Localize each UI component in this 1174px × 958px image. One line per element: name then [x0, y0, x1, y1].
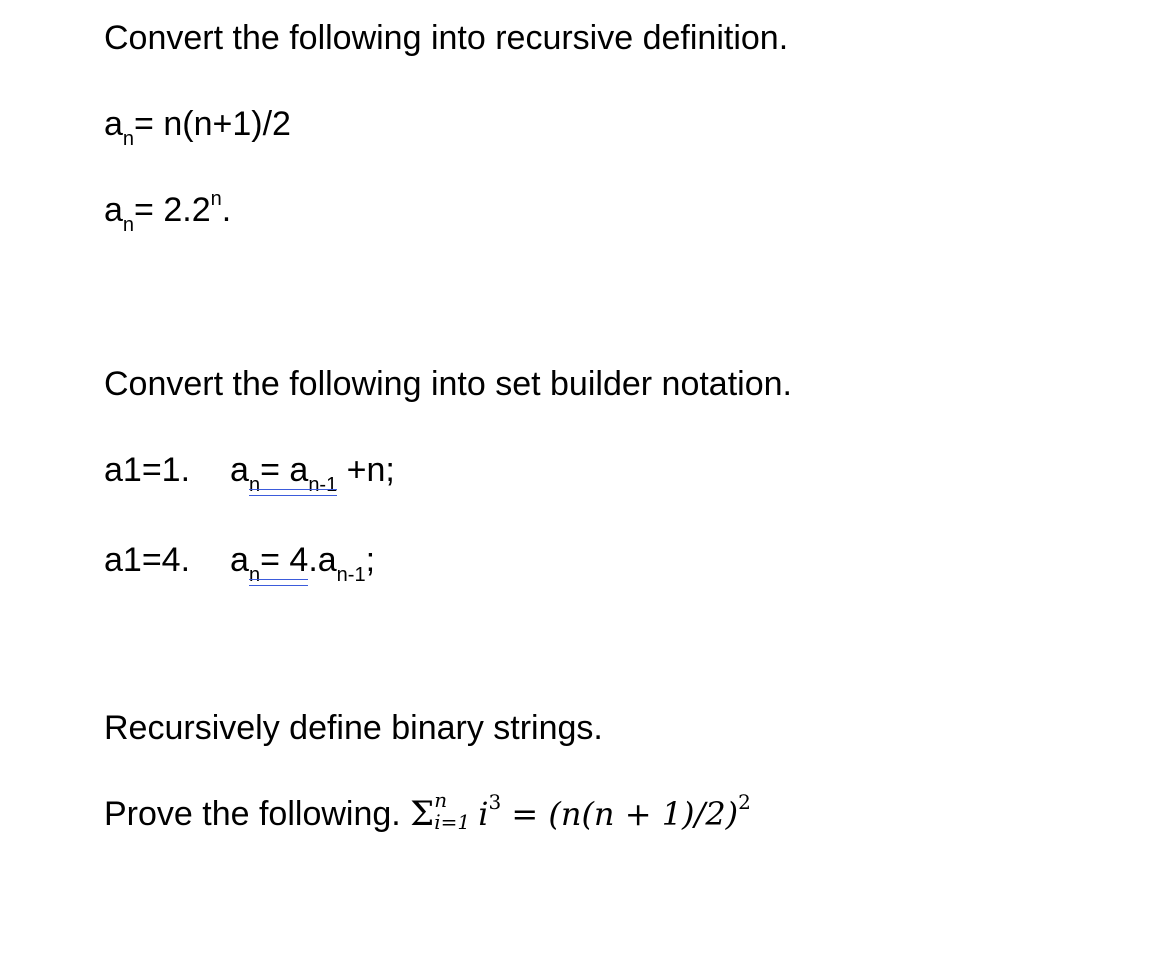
heading-recursive-definition: Convert the following into recursive definition. [104, 19, 789, 57]
recurrence-a1-equals-1: a1=1. $a_n= a_{n-1} +n$; [104, 451, 395, 496]
recurrence-a1-equals-4: a1=4. $a_n= 4.a_{n-1}$; [104, 541, 376, 586]
summand: $i^3 = (n(n + 1)/2)^2$ [478, 790, 751, 833]
expression-an-2-times-2-pow-n: $a_n= 2.2^n$. [104, 187, 232, 236]
summation-limits: n i=1 [434, 788, 471, 835]
lower-limit: i=1 [434, 810, 471, 835]
spellcheck-underline: $_n$= 4 [248, 541, 309, 586]
sigma-symbol: Σ [410, 794, 435, 834]
expression-an-n-n-plus-1-over-2: $a_n= n(n+1)/2$ [104, 105, 291, 150]
prove-sum-of-cubes: Prove the following. Σ n i=1 $i^3 = (n(n + 1)/2)^2$ [104, 788, 751, 835]
heading-binary-strings: Recursively define binary strings. [104, 709, 603, 747]
spellcheck-underline: $_n= a_{n-1}$ [248, 451, 338, 496]
heading-set-builder-notation: Convert the following into set builder notation. [104, 365, 792, 403]
